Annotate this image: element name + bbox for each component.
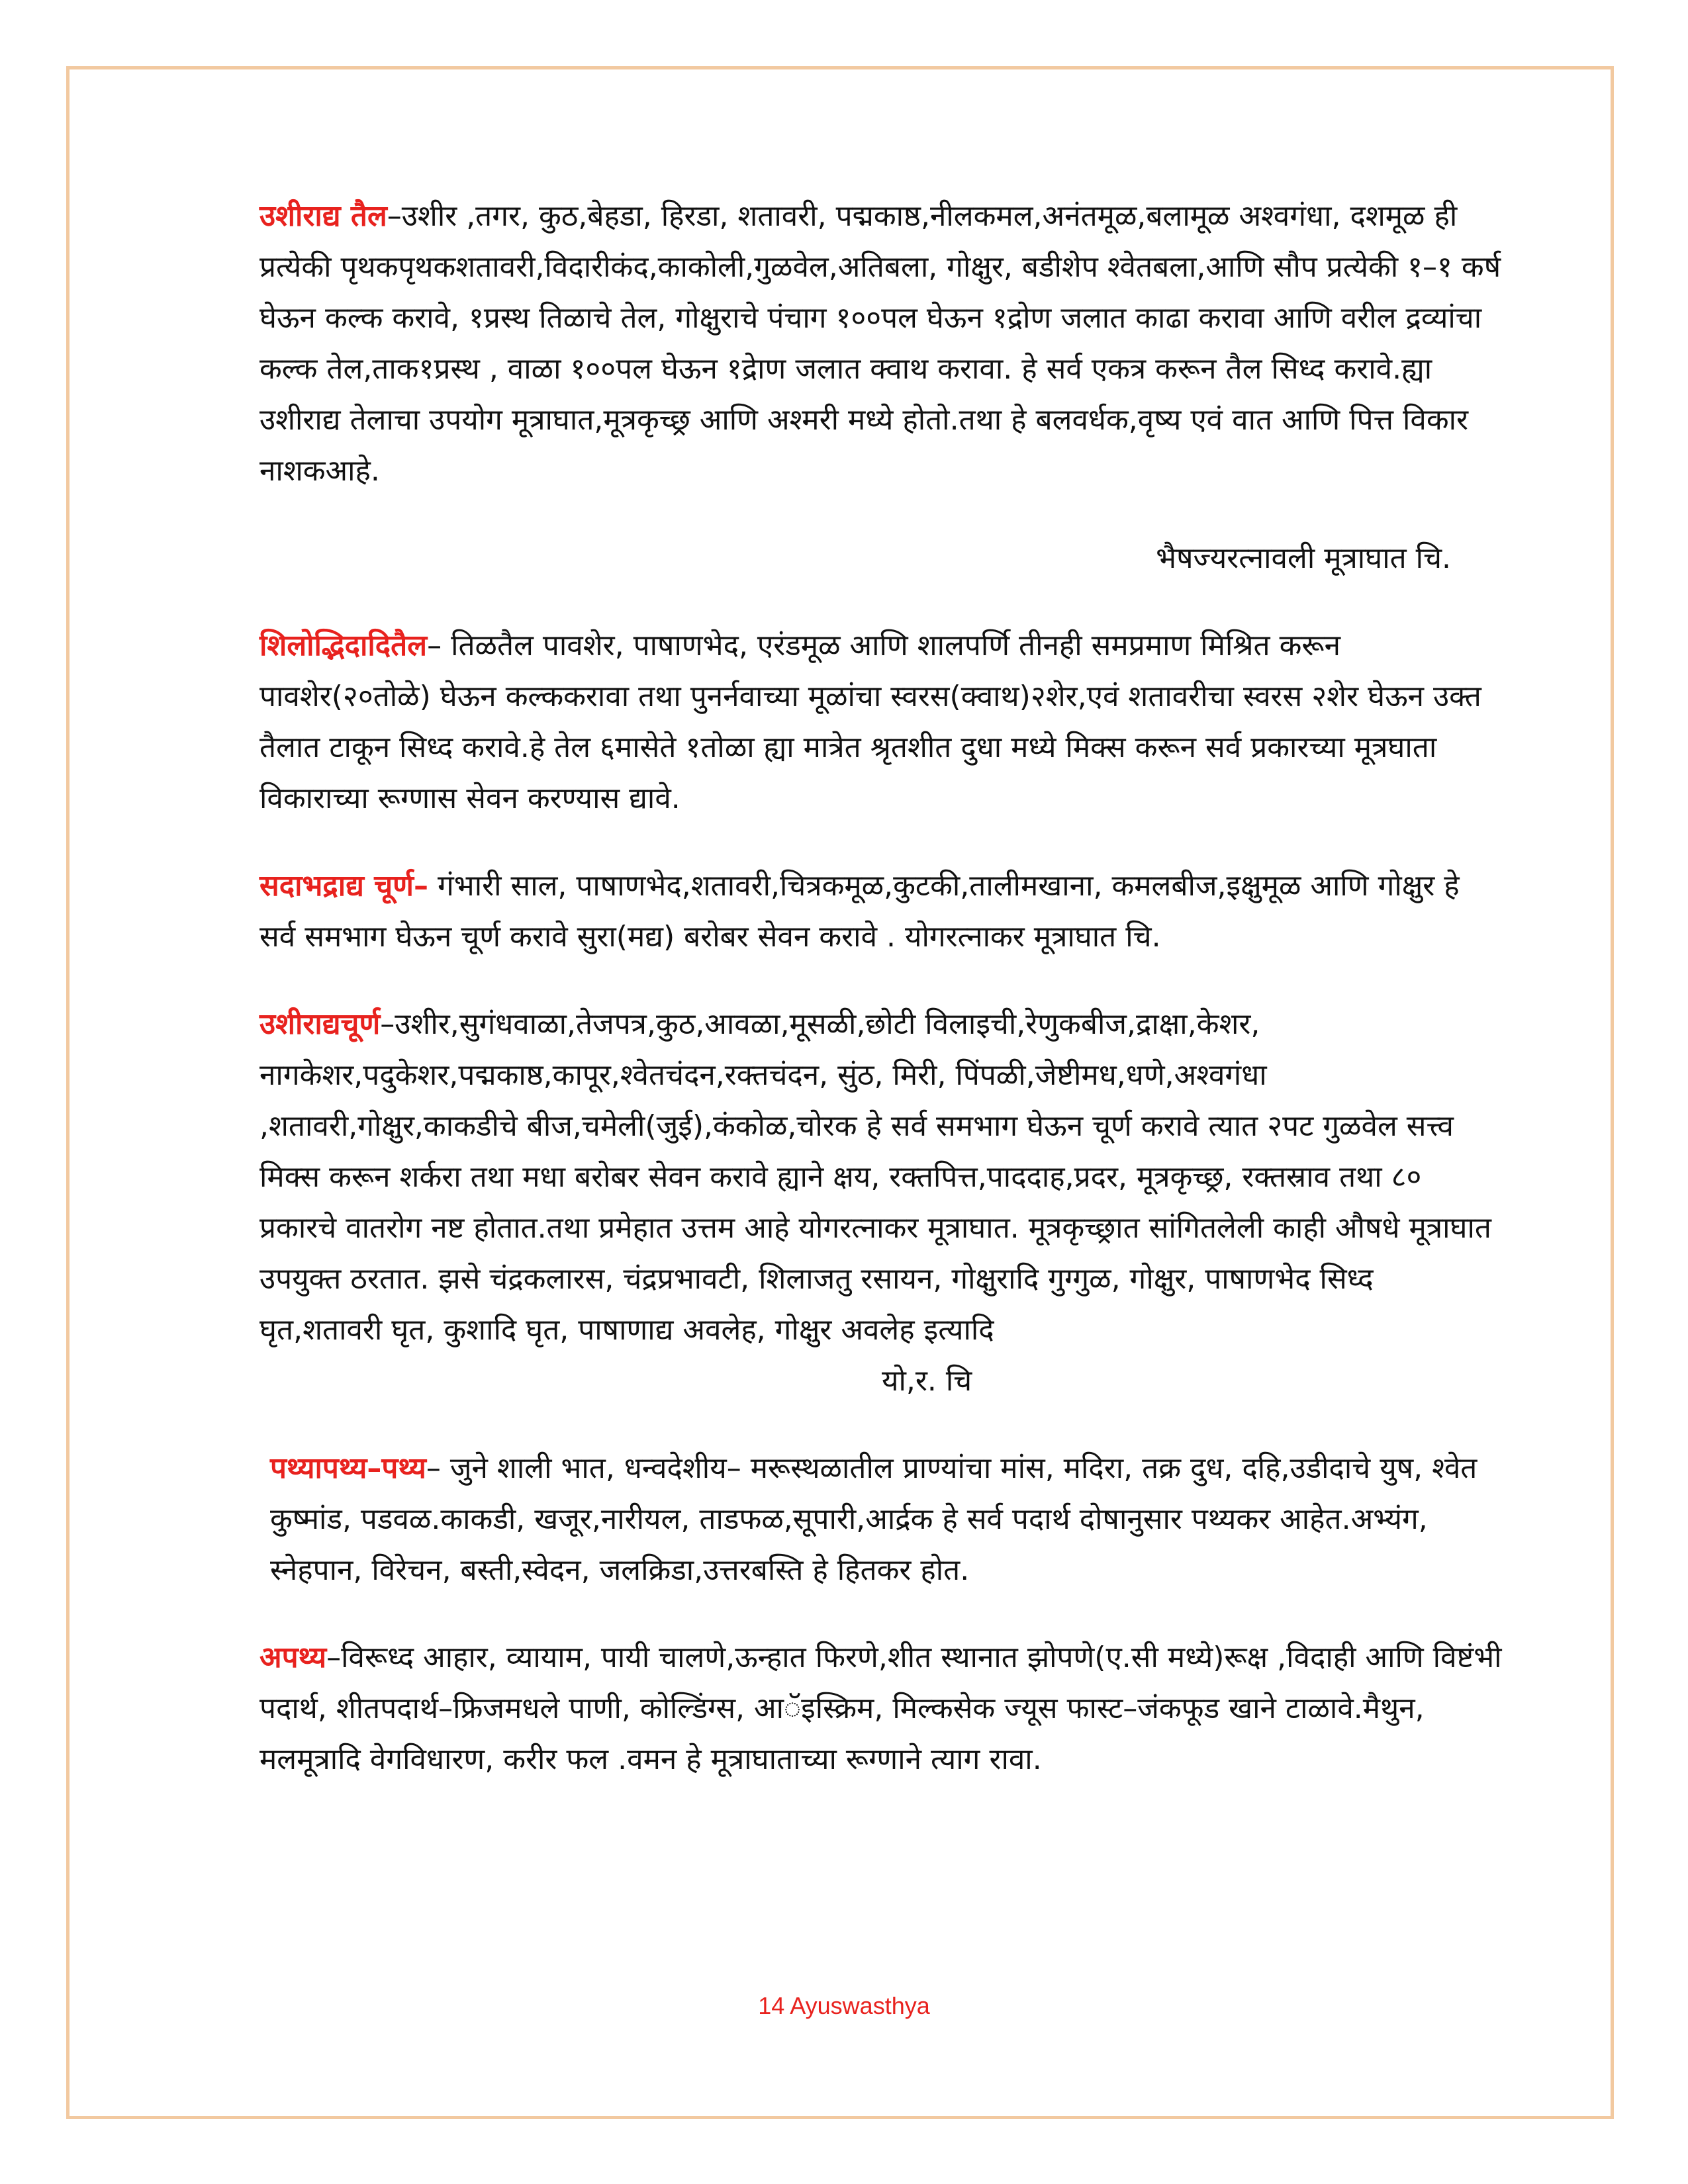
- heading-pathyapathya: पथ्यापथ्य–पथ्य: [270, 1451, 426, 1485]
- paragraph-ushiradya-tail: [259, 191, 1504, 496]
- paragraph-sadabhadradya-churna: [259, 860, 1504, 962]
- paragraph-shilodbhidaditail: [259, 620, 1504, 824]
- heading-apathya: अपथ्य: [259, 1641, 327, 1674]
- paragraph-apathya: [259, 1632, 1504, 1785]
- page-footer: 14 Ayuswasthya: [758, 1992, 930, 2019]
- paragraph-text: – तिळतैल पावशेर, पाषाणभेद, एरंडमूळ आणि शालपर्णि तीनही समप्रमाण मिश्रित करून पावशेर(२०तोळे) घेऊन कल्ककरावा तथा पुनर्नवाच्या मूळांचा स्वरस(क्वाथ)२शेर,एवं शतावरीचा स्वरस २शेर घेऊन उक्त तैलात टाकून सिध्द करावे.हे तेल ६मासेते १तोळा ह्या मात्रेत श्रृतशीत दुधा मध्ये मिक्स करून सर्व प्रकारच्या मूत्रघाता विकाराच्या रूग्णास सेवन करण्यास द्यावे.: [259, 629, 1481, 815]
- heading-shilodbhidaditail: शिलोद्भिदादितैल: [259, 629, 428, 662]
- reference-bhaishajyaratnavali: भैषज्यरत्नावली मूत्राघात चि.: [1156, 541, 1451, 575]
- paragraph-ushiradya-churna: [259, 999, 1504, 1406]
- paragraph-text: – जुने शाली भात, धन्वदेशीय– मरूस्थळातील प्राण्यांचा मांस, मदिरा, तक्र दुध, दहि,उडीदाचे युष, श्वेत कुष्मांड, पडवळ.काकडी, खजूर,नारीयल, ताडफळ,सूपारी,आर्द्रक हे सर्व पदार्थ दोषानुसार पथ्यकर आहेत.अभ्यंग, स्नेहपान, विरेचन, बस्ती,स्वेदन, जलक्रिडा,उत्तरबस्ति हे हितकर होत.: [270, 1451, 1477, 1587]
- paragraph-text: –उशीर ,तगर, कुठ,बेहडा, हिरडा, शतावरी, पद्मकाष्ठ,नीलकमल,अनंतमूळ,बलामूळ अश्वगंधा, दशमूळ ही प्रत्येकी पृथकपृथकशतावरी,विदारीकंद,काकोली,गुळवेल,अतिबला, गोक्षुर, बडीशेप श्वेतबला,आणि सौप प्रत्येकी १–१ कर्ष घेऊन कल्क करावे, १प्रस्थ तिळाचे तेल, गोक्षुराचे पंचाग १००पल घेऊन १द्रोण जलात काढा करावा आणि वरील द्रव्यांचा कल्क तेल,ताक१प्रस्थ , वाळा १००पल घेऊन १द्रेाण जलात क्वाथ करावा. हे सर्व एकत्र करून तैल सिध्द करावे.ह्या उशीराद्य तेलाचा उपयोग मूत्राघात,मूत्रकृच्छ्र आणि अश्मरी मध्ये होतो.तथा हे बलवर्धक,वृष्य एवं वात आणि पित्त विकार नाशकआहे.: [259, 199, 1501, 488]
- paragraph-pathyapathya: [259, 1443, 1504, 1596]
- paragraph-text: –उशीर,सुगंधवाळा,तेजपत्र,कुठ,आवळा,मूसळी,छोटी विलाइची,रेणुकबीज,द्राक्षा,केशर, नागकेशर,पदुकेशर,पद्मकाष्ठ,कापूर,श्वेतचंदन,रक्तचंदन, सुंठ, मिरी, पिंपळी,जेष्टीमध,धणे,अश्वगंधा ,शतावरी,गोक्षुर,काकडीचे बीज,चमेली(जुई),कंकोळ,चोरक हे सर्व समभाग घेऊन चूर्ण करावे त्यात २पट गुळवेल सत्त्व मिक्स करून शर्करा तथा मधा बरोबर सेवन करावे ह्याने क्षय, रक्तपित्त,पाददाह,प्रदर, मूत्रकृच्छ्र, रक्तस्राव तथा ८० प्रकारचे वातरोग नष्ट होतात.तथा प्रमेहात उत्तम आहे योगरत्नाकर मूत्राघात. मूत्रकृच्छ्रात सांगितलेली काही औषधे मूत्राघात उपयुक्त ठरतात. झसे चंद्रकलारस, चंद्रप्रभावटी, शिलाजतु रसायन, गोक्षुरादि गुग्गुळ, गोक्षुर, पाषाणभेद सिध्द घृत,शतावरी घृत, कुशादि घृत, पाषाणाद्य अवलेह, गोक्षुर अवलेह इत्यादि: [259, 1007, 1491, 1347]
- heading-ushiradya-tail: उशीराद्य तैल: [259, 199, 387, 233]
- paragraph-text: गंभारी साल, पाषाणभेद,शतावरी,चित्रकमूळ,कुटकी,तालीमखाना, कमलबीज,इक्षुमूळ आणि गोक्षुर हे सर्व समभाग घेऊन चूर्ण करावे सुरा(मद्य) बरोबर सेवन करावे . योगरत्नाकर मूत्राघात चि.: [259, 869, 1460, 954]
- reference-yoga-ratnakar: यो,र. चि: [882, 1364, 972, 1398]
- heading-ushiradya-churna: उशीराद्यचूर्ण: [259, 1007, 381, 1041]
- paragraph-text: –विरूध्द आहार, व्यायाम, पायी चालणे,ऊन्हात फिरणे,शीत स्थानात झोपणे(ए.सी मध्ये)रूक्ष ,विदाही आणि विष्टंभी पदार्थ, शीतपदार्थ–फ्रिजमधले पाणी, कोल्डिंग्स, आॅइस्क्रिम, मिल्कसेक ज्यूस फास्ट–जंकफूड खाने टाळावे.मैथुन, मलमूत्रादि वेगविधारण, करीर फल .वमन हे मूत्राघाताच्या रूग्णाने त्याग रावा.: [259, 1641, 1502, 1776]
- heading-sadabhadradya-churna: सदाभद्राद्य चूर्ण–: [259, 869, 428, 903]
- document-body: [259, 191, 1504, 1821]
